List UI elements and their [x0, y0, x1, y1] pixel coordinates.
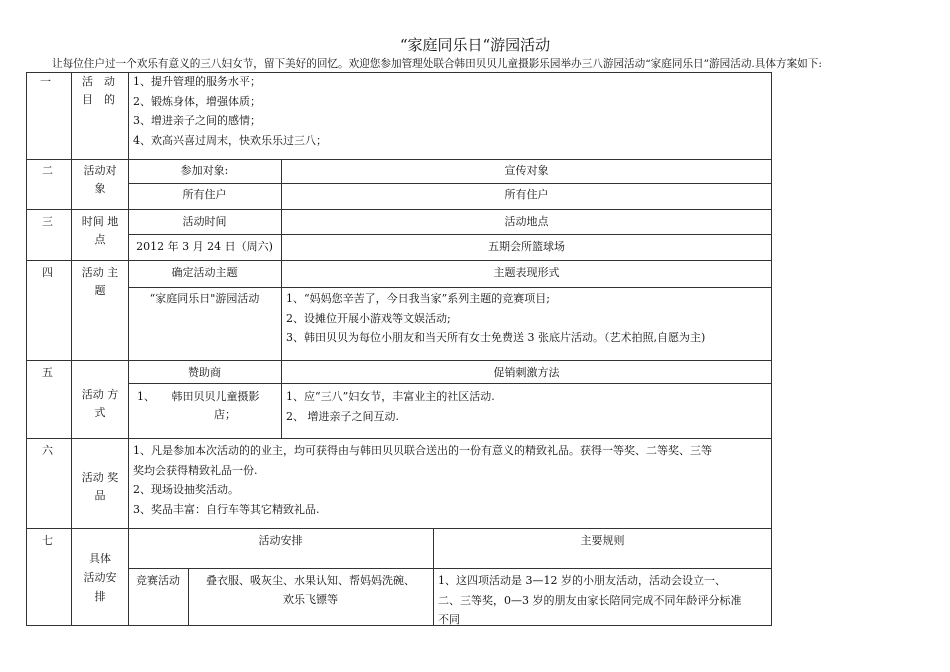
games-list-cont: 欢乐飞镖等 — [283, 593, 338, 606]
section-number-6: 六 — [42, 444, 53, 457]
list-item: 奖均会获得精致礼品一份. — [133, 463, 258, 477]
theme-form-header: 主题表现形式 — [493, 266, 560, 279]
section-number-4: 四 — [42, 266, 53, 279]
section-number-5: 五 — [42, 366, 53, 379]
audience-header: 宣传对象 — [504, 164, 549, 177]
section-label-7c: 排 — [94, 590, 106, 603]
audience-value: 所有住户 — [504, 188, 549, 201]
list-item: 3、韩田贝贝为每位小朋友和当天所有女士免费送 3 张底片活动。（艺术拍照,自愿为主) — [286, 331, 706, 344]
list-item: 1、应“三八”妇女节，丰富业主的社区活动. — [286, 390, 495, 403]
participants-value: 所有住户 — [182, 188, 227, 201]
theme-value: “家庭同乐日"游园活动 — [149, 292, 260, 305]
time-value: 2012 年 3 月 24 日（周六) — [136, 240, 273, 253]
prize-list — [133, 441, 712, 519]
section-label-5b: 式 — [94, 406, 106, 419]
participants-header: 参加对象: — [180, 164, 229, 177]
section-number-1: 一 — [40, 75, 51, 88]
list-item: 4、欢高兴喜过周末，快欢乐乐过三八； — [133, 133, 327, 147]
rules-header: 主要规则 — [580, 534, 625, 547]
list-item: 不同 — [438, 613, 460, 626]
section-label-4b: 题 — [94, 284, 106, 297]
list-item: 1、这四项活动是 3—12 岁的小朋友活动，活动会设立一、 — [438, 574, 726, 587]
list-item: 1、提升管理的服务水平； — [133, 75, 261, 88]
section-label-7a: 具体 — [89, 552, 111, 565]
list-item: 2、 增进亲子之间互动. — [286, 409, 399, 423]
promotion-header: 促销刺激方法 — [493, 366, 560, 379]
list-item: 2、现场设抽奖活动。 — [133, 483, 239, 496]
intro-paragraph: 让每位住户过一个欢乐有意义的三八妇女节，留下美好的回忆。欢迎您参加管理处联合韩田贝贝儿童摄影乐园举办三八游园活动“家庭同乐日”游园活动.具体方案如下: — [52, 58, 822, 70]
rules-list — [438, 571, 742, 630]
section-number-2: 二 — [42, 164, 53, 177]
location-value: 五期会所篮球场 — [488, 240, 565, 253]
list-item: 1、凡是参加本次活动的的业主，均可获得由与韩田贝贝联合送出的一份有意义的精致礼品。获得一等奖、二等奖、三等 — [133, 444, 712, 457]
sponsor-value: 1、 韩田贝贝儿童摄影 — [137, 390, 260, 403]
theme-header: 确定活动主题 — [171, 266, 238, 279]
sponsor-value-cont: 店； — [214, 408, 236, 421]
section-label-5a: 活动 方 — [81, 388, 119, 401]
section-label-2a: 活动对 — [83, 164, 117, 177]
list-item: 3、奖品丰富：自行车等其它精致礼品. — [133, 502, 320, 516]
section-label-3a: 时间 地 — [81, 215, 119, 228]
section-number-7: 七 — [42, 534, 53, 547]
section-label-1b: 目 的 — [82, 93, 115, 106]
time-header: 活动时间 — [182, 215, 227, 228]
list-item: 1、“妈妈您辛苦了，今日我当家”系列主题的竞赛项目; — [286, 292, 550, 305]
section-label-4a: 活动 主 — [81, 266, 119, 279]
section-label-3b: 点 — [94, 233, 106, 246]
list-item: 2、锻炼身体，增强体质； — [133, 94, 261, 108]
list-item: 3、增进亲子之间的感情； — [133, 114, 261, 127]
section-label-7b: 活动安 — [83, 571, 117, 584]
document-title: “家庭同乐日“游园活动 — [399, 36, 551, 54]
schedule-header: 活动安排 — [258, 534, 303, 547]
section-label-1a: 活 动 — [82, 75, 115, 88]
competition-label: 竞赛活动 — [136, 574, 180, 587]
purpose-list — [133, 72, 327, 150]
section-label-2b: 象 — [94, 182, 106, 195]
theme-form-list — [286, 289, 705, 348]
list-item: 2、设摊位开展小游戏等文娱活动; — [286, 311, 451, 325]
sponsor-header: 赞助商 — [188, 366, 221, 379]
section-number-3: 三 — [42, 215, 53, 228]
section-label-6b: 品 — [94, 489, 106, 502]
section-label-6a: 活动 奖 — [81, 471, 119, 484]
promotion-list — [286, 387, 495, 426]
list-item: 二、三等奖，0—3 岁的朋友由家长陪同完成不同年龄评分标准 — [438, 593, 742, 607]
location-header: 活动地点 — [504, 215, 549, 228]
games-list: 叠衣服、吸灰尘、水果认知、帮妈妈洗碗、 — [206, 574, 415, 587]
